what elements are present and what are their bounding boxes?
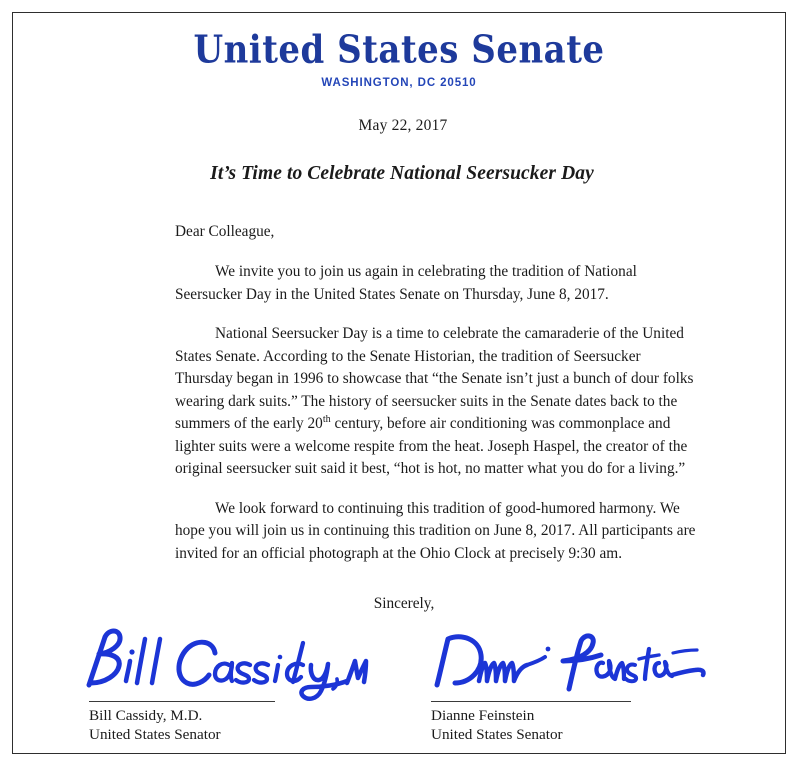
signature-ink-cassidy: [75, 623, 405, 701]
letter-body: [99, 221, 699, 565]
body-paragraph-2: [175, 323, 699, 480]
signature-rule-cassidy: [89, 701, 275, 702]
body-paragraph-1: We invite you to join us again in celebrating the tradition of National Seersucker Day in the United States Senate on Thursday, June 8, 2017.: [175, 263, 637, 303]
salutation: Dear Colleague,: [175, 222, 275, 240]
signature-block-feinstein: [417, 623, 747, 744]
paragraph-2-part-2: century, before air conditioning was commonplace and lighter suits were a welcome respite from the heat. Joseph Haspel, the creator of the original seersucker suit said it best, “hot is hot, no matter what you do for a living.”: [175, 415, 688, 478]
letterhead: [13, 13, 785, 89]
signature-rule-feinstein: [431, 701, 631, 702]
paragraph-2-part-1: National Seersucker Day is a time to celebrate the camaraderie of the United States Senate. According to the Senate Historian, the tradition of Seersucker Thursday began in 1996 to showcase that “the Senate isn’t just a bunch of dour folks wearing dark suits.” The history of seersucker suits in the Senate dates back to the summers of the early 20: [175, 325, 694, 433]
ordinal-superscript: th: [322, 413, 331, 425]
signature-block-cassidy: [75, 623, 405, 744]
signer-name-cassidy: Bill Cassidy, M.D.: [89, 706, 203, 724]
signer-name-feinstein: Dianne Feinstein: [431, 706, 535, 724]
signer-title-feinstein: United States Senator: [431, 726, 563, 744]
signature-ink-feinstein: [417, 623, 747, 701]
letter-date: May 22, 2017: [358, 116, 448, 134]
senate-address: WASHINGTON, DC 20510: [321, 76, 477, 89]
signature-area: [13, 623, 785, 773]
body-paragraph-3: We look forward to continuing this tradition of good-humored harmony. We hope you will join us in continuing this tradition on June 8, 2017. All participants are invited for an official photograph at the Ohio Clock at precisely 9:30 am.: [175, 499, 696, 562]
letter-headline: It’s Time to Celebrate National Seersucker Day: [210, 162, 594, 184]
signer-title-cassidy: United States Senator: [89, 726, 221, 744]
letter-page: [12, 12, 786, 754]
senate-wordmark: United States Senate: [193, 27, 605, 73]
closing-salutation: Sincerely,: [373, 594, 435, 612]
